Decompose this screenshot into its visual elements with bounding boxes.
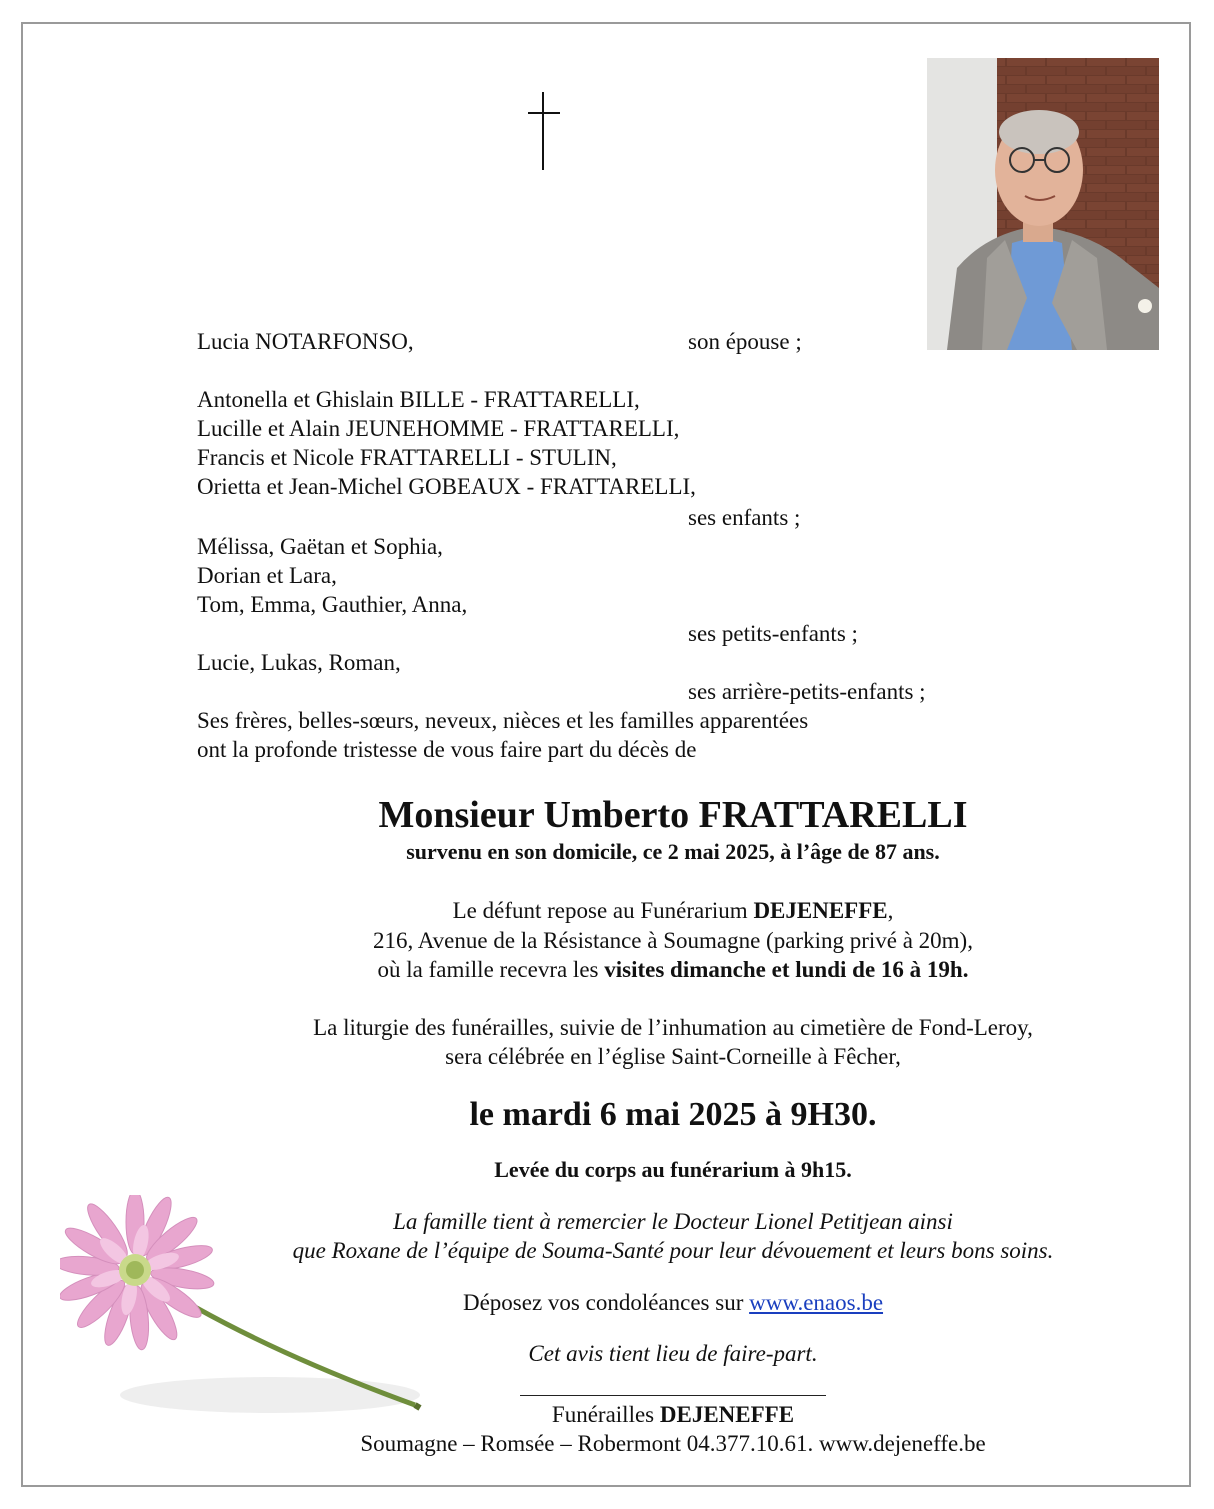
great-grandchild-line: Lucie, Lukas, Roman,: [197, 650, 401, 675]
great-grandchildren-relation: ses arrière-petits-enfants ;: [688, 679, 926, 704]
grandchild-line: Dorian et Lara,: [197, 563, 337, 588]
child-line: Francis et Nicole FRATTARELLI - STULIN,: [197, 445, 617, 470]
ceremony-line-2: sera célébrée en l’église Saint-Corneille à Fêcher,: [445, 1044, 901, 1069]
child-line: Orietta et Jean-Michel GOBEAUX - FRATTARELLI,: [197, 474, 696, 499]
children-relation: ses enfants ;: [688, 505, 801, 530]
condolences-line: Déposez vos condoléances sur www.enaos.be: [462, 1290, 884, 1315]
deceased-name: Monsieur Umberto FRATTARELLI: [378, 794, 968, 836]
visitation-line-2: 216, Avenue de la Résistance à Soumagne (parking privé à 20m),: [373, 928, 973, 953]
ceremony-date: le mardi 6 mai 2025 à 9H30.: [469, 1096, 877, 1133]
thanks-line-2: que Roxane de l’équipe de Souma-Santé pour leur dévouement et leurs bons soins.: [292, 1238, 1054, 1263]
cross-icon: [528, 92, 560, 170]
child-line: Antonella et Ghislain BILLE - FRATTARELLI,: [197, 387, 640, 412]
spouse-relation: son épouse ;: [688, 329, 802, 354]
child-line: Lucille et Alain JEUNEHOMME - FRATTARELLI,: [197, 416, 680, 441]
ceremony-line-1: La liturgie des funérailles, suivie de l’inhumation au cimetière de Fond-Leroy,: [313, 1015, 1033, 1040]
spouse-names: Lucia NOTARFONSO,: [197, 329, 414, 354]
footer-line-1: Funérailles DEJENEFFE: [551, 1402, 795, 1427]
grandchild-line: Tom, Emma, Gauthier, Anna,: [197, 592, 468, 617]
grandchildren-relation: ses petits-enfants ;: [688, 621, 858, 646]
visitation-line-3: où la famille recevra les visites dimanche et lundi de 16 à 19h.: [377, 957, 969, 982]
portrait-photo: [927, 58, 1159, 350]
flower-icon: [60, 1195, 440, 1425]
others-line: Ses frères, belles-sœurs, neveux, nièces et les familles apparentées: [197, 708, 809, 733]
thanks-line-1: La famille tient à remercier le Docteur Lionel Petitjean ainsi: [393, 1209, 953, 1234]
notice-line: Cet avis tient lieu de faire-part.: [528, 1341, 818, 1366]
others-line: ont la profonde tristesse de vous faire part du décès de: [197, 737, 697, 762]
grandchild-line: Mélissa, Gaëtan et Sophia,: [197, 534, 443, 559]
footer-line-2: Soumagne – Romsée – Robermont 04.377.10.61. www.dejeneffe.be: [360, 1431, 986, 1456]
visitation-line-1: Le défunt repose au Funérarium DEJENEFFE,: [452, 898, 894, 923]
footer-divider: [520, 1395, 826, 1396]
levee-line: Levée du corps au funérarium à 9h15.: [494, 1157, 852, 1182]
deceased-detail: survenu en son domicile, ce 2 mai 2025, à l’âge de 87 ans.: [406, 839, 940, 864]
condolences-link[interactable]: www.enaos.be: [749, 1290, 884, 1315]
